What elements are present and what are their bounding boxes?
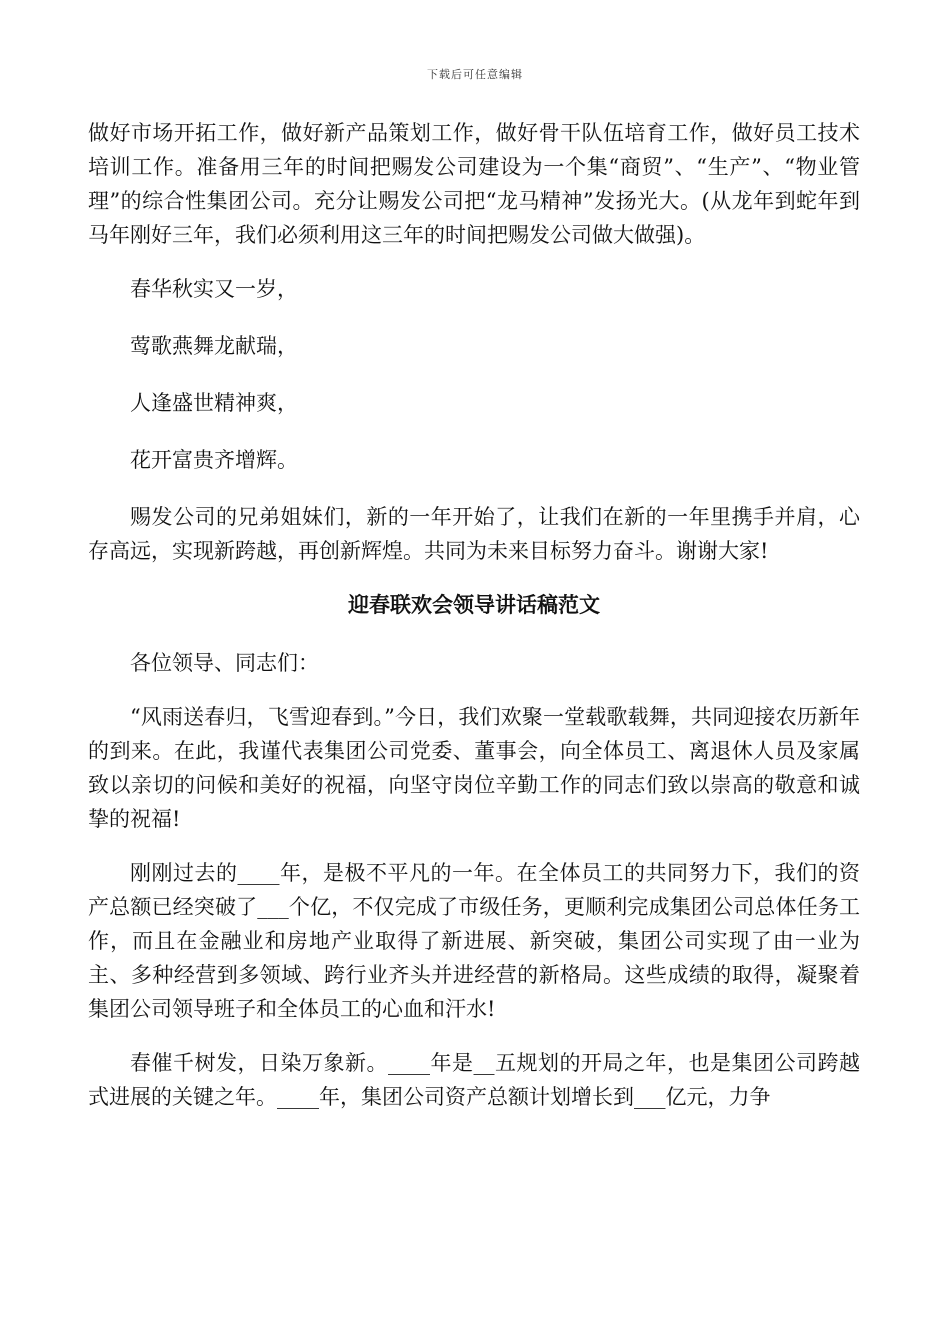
paragraph-market-plan: 做好市场开拓工作，做好新产品策划工作，做好骨干队伍培育工作，做好员工技术培训工作。准备用三年的时间把赐发公司建设为一个集“商贸”、“生产”、“物业管理”的综合性集团公司。充分让赐发公司把“龙马精神”发扬光大。(从龙年到蛇年到马年刚好三年，我们必须利用这三年的时间把赐发公司做大做强)。 [88,121,860,247]
speech-greeting: 各位领导、同志们： [130,651,319,675]
speech-paragraph-outlook: 春催千树发，日染万象新。____年是__五规划的开局之年，也是集团公司跨越式进展的关键之年。____年，集团公司资产总额计划增长到___亿元，力争 [88,1051,860,1109]
paragraph-closing-thanks: 赐发公司的兄弟姐妹们，新的一年开始了，让我们在新的一年里携手并肩，心存高远，实现新跨越，再创新辉煌。共同为未来目标努力奋斗。谢谢大家! [88,505,860,563]
speech-paragraph-review: 刚刚过去的____年，是极不平凡的一年。在全体员工的共同努力下，我们的资产总额已经突破了___个亿，不仅完成了市级任务，更顺利完成集团公司总体任务工作，而且在金融业和房地产业取得了新进展、新突破，集团公司实现了由一业为主、多种经营到多领域、跨行业齐头并进经营的新格局。这些成绩的取得，凝聚着集团公司领导班子和全体员工的心血和汗水! [88,861,860,1021]
poem-line-1: 春华秋实又一岁， [130,277,298,301]
poem-line-3: 人逢盛世精神爽， [130,391,298,415]
speech-title: 迎春联欢会领导讲话稿范文 [348,592,600,617]
speech-paragraph-welcome: “风雨送春归，飞雪迎春到。”今日，我们欢聚一堂载歌载舞，共同迎接农历新年的到来。在此，我谨代表集团公司党委、董事会，向全体员工、离退休人员及家属致以亲切的问候和美好的祝福，向坚守岗位辛勤工作的同志们致以崇高的敬意和诚挚的祝福! [88,705,860,831]
poem-line-4: 花开富贵齐增辉。 [130,448,298,472]
poem-line-2: 莺歌燕舞龙献瑞， [130,334,298,358]
document-body [88,116,860,1134]
page-header-note: 下载后可任意编辑 [427,68,523,81]
